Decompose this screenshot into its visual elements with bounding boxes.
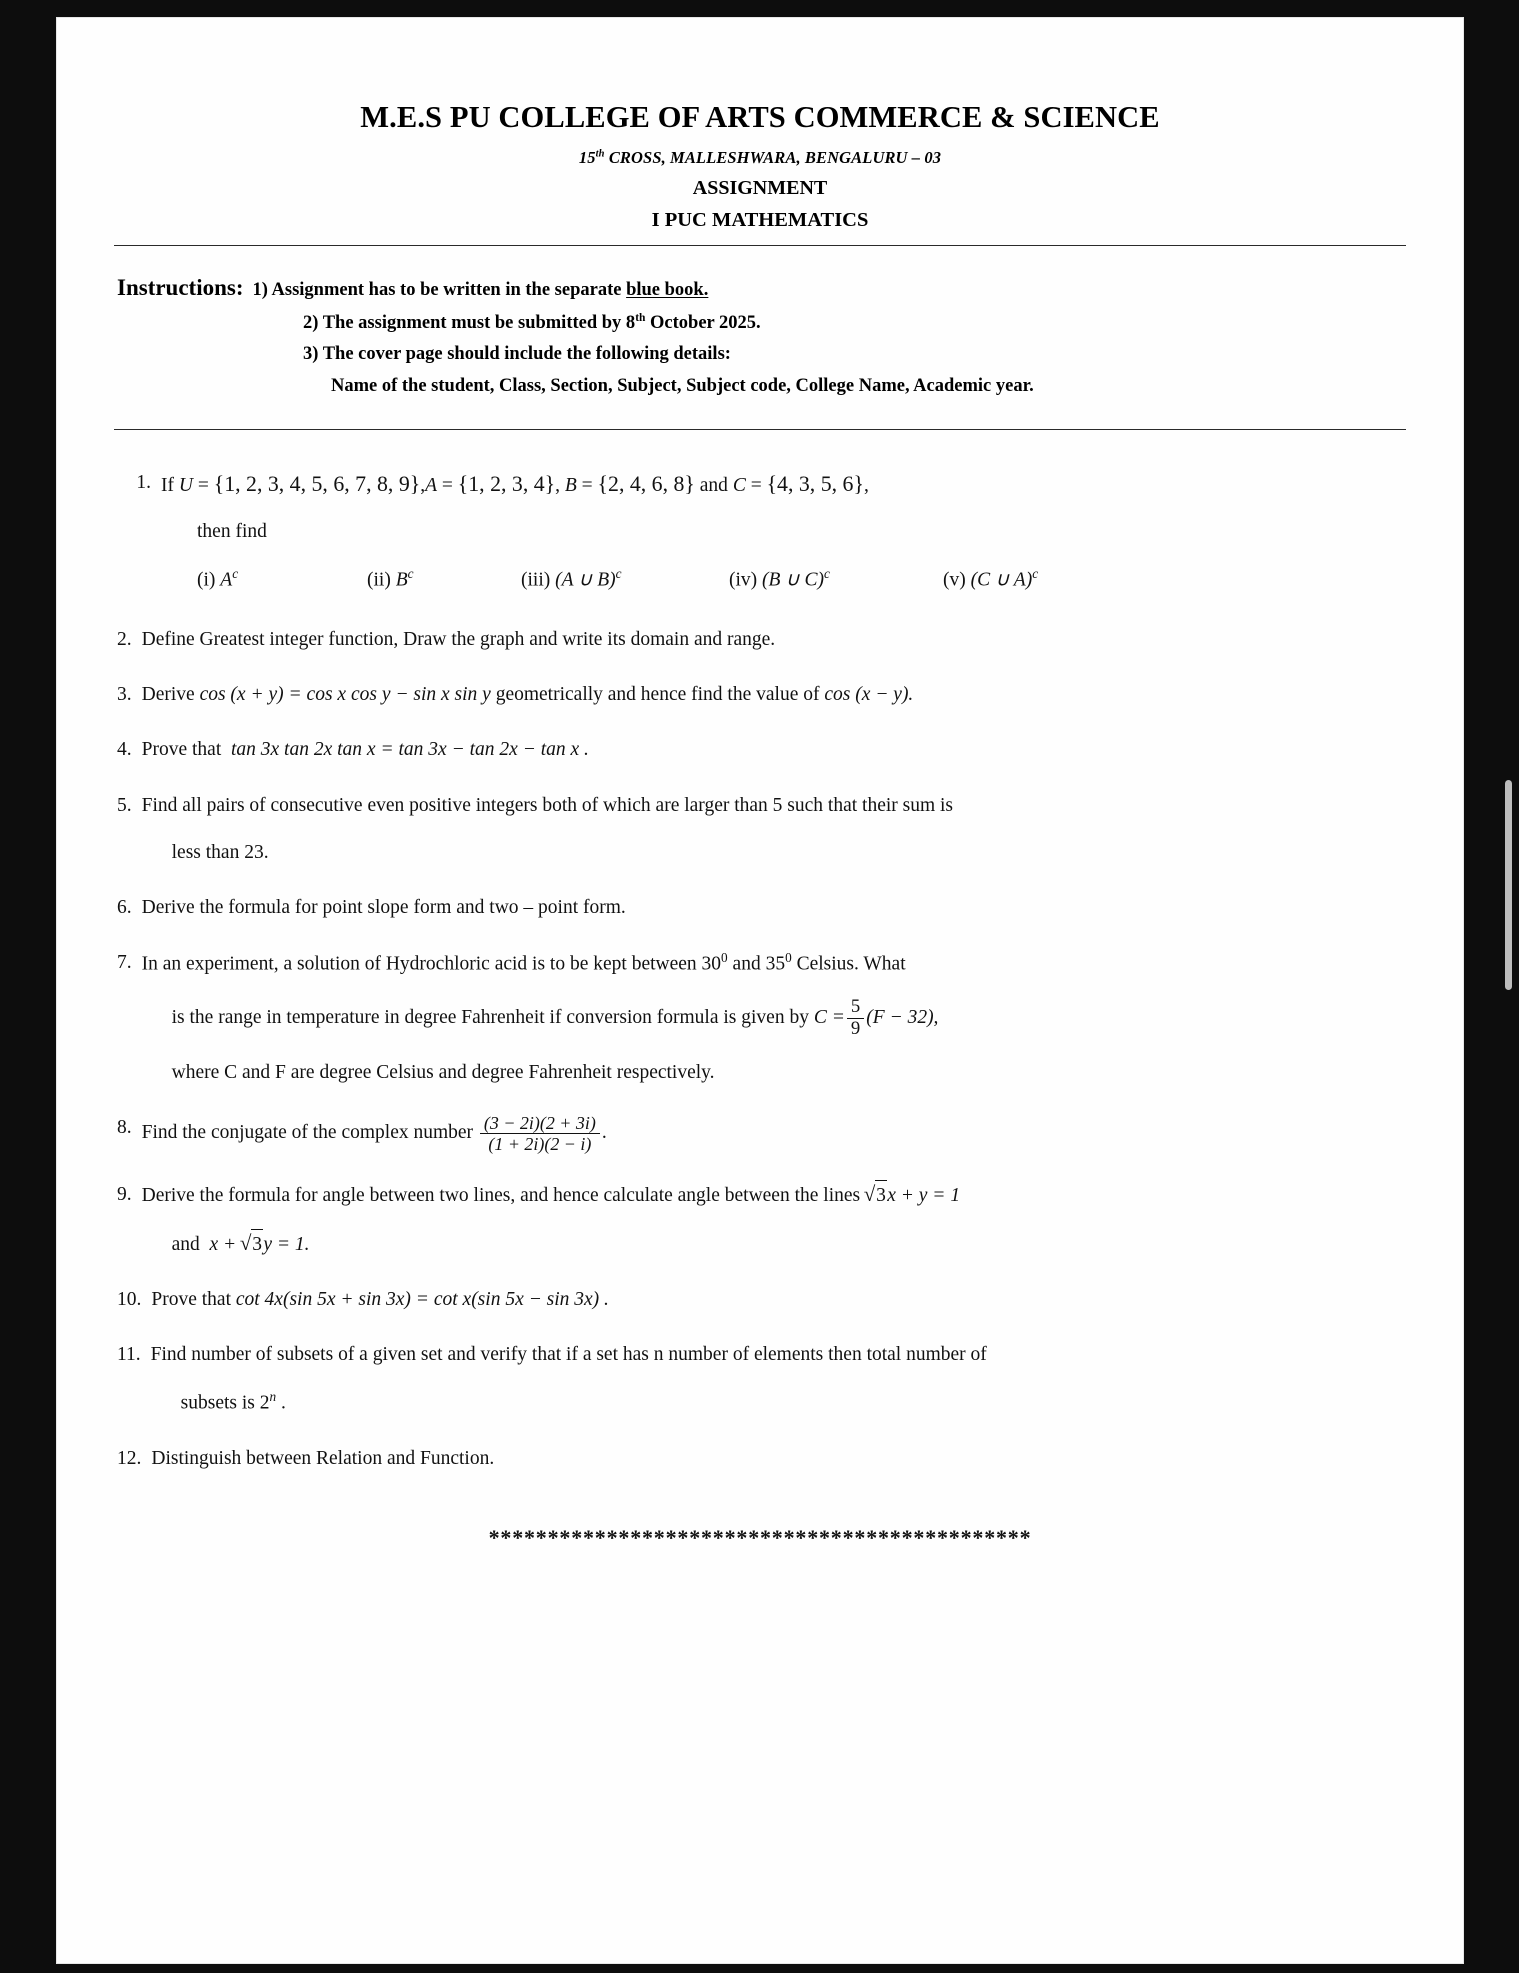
subject-line: I PUC MATHEMATICS [651, 209, 869, 231]
question-1-var-c: C [732, 475, 746, 497]
question-11-base: 2 [259, 1392, 270, 1414]
question-12-number: 12. [117, 1448, 142, 1470]
option-iv-exp: c [823, 566, 830, 582]
question-11-line-2-prefix: subsets is [180, 1392, 255, 1414]
question-7-temp-2: 35 [765, 953, 786, 975]
question-8-number: 8. [117, 1117, 132, 1139]
question-5-body [142, 791, 1403, 868]
question-11-number: 11. [117, 1344, 141, 1366]
question-5-line-2: less than 23. [171, 841, 269, 863]
question-9 [117, 1180, 1403, 1259]
question-9-equation-2-prefix: x + [209, 1233, 237, 1255]
question-6-number: 6. [117, 897, 132, 919]
question-8-fraction [480, 1113, 600, 1154]
question-3-number: 3. [117, 684, 132, 706]
question-7-line-2-text: is the range in temperature in degree Fahrenheit if conversion formula is given by [171, 1007, 809, 1029]
question-10-body [151, 1285, 1403, 1314]
question-10-equation: cot 4x(sin 5x + sin 3x) = cot x(sin 5x − sin 3x) . [235, 1288, 609, 1310]
question-11-body [151, 1340, 1403, 1418]
question-6 [117, 893, 1403, 922]
question-7-temp-1-degree: 0 [721, 950, 728, 966]
instruction-2-suffix: October 2025. [645, 312, 761, 333]
question-2-number: 2. [117, 628, 132, 650]
document-page [57, 18, 1463, 1963]
option-i-label: (i) [197, 569, 216, 591]
question-1-option-v [943, 564, 1038, 595]
question-7-line-1a: In an experiment, a solution of Hydrochloric acid is to be kept between [141, 953, 697, 975]
question-9-and: and [171, 1233, 200, 1255]
question-10-number: 10. [117, 1288, 142, 1310]
instruction-2-text [303, 313, 761, 333]
address-rest: CROSS, MALLESHWARA, BENGALURU – 03 [604, 148, 942, 167]
question-7-fraction [847, 997, 864, 1040]
question-7-formula-lhs: C = [813, 1007, 845, 1029]
question-1-set-a: {1, 2, 3, 4} [457, 472, 556, 497]
question-7-line-1b: and [732, 953, 761, 975]
question-1-option-iii [521, 564, 729, 595]
question-9-number: 9. [117, 1184, 132, 1206]
question-7-number: 7. [117, 952, 132, 974]
question-5-number: 5. [117, 794, 132, 816]
question-12 [117, 1444, 1403, 1473]
option-ii-label: (ii) [367, 569, 391, 591]
question-4-number: 4. [117, 739, 132, 761]
option-iv-label: (iv) [729, 569, 758, 591]
question-1-set-b: {2, 4, 6, 8} [597, 472, 695, 497]
question-1 [117, 468, 1403, 599]
option-i-base: A [220, 569, 233, 591]
instruction-1-blue-book: blue book. [626, 280, 709, 300]
option-iii-exp: c [615, 566, 622, 582]
question-2 [117, 625, 1403, 654]
question-1-var-a: A [425, 475, 438, 497]
question-1-var-u: U [178, 475, 193, 497]
question-9-radical-1 [865, 1180, 887, 1210]
question-7-line-3: where C and F are degree Celsius and degree Fahrenheit respectively. [171, 1062, 715, 1084]
question-9-line-1: Derive the formula for angle between two lines, and hence calculate angle between the lines [141, 1185, 861, 1207]
question-4-equation: tan 3x tan 2x tan x = tan 3x − tan 2x − tan x . [230, 739, 589, 761]
question-11-period: . [281, 1392, 286, 1414]
option-iv-base: (B ∪ C) [762, 569, 824, 591]
instruction-item-3 [117, 345, 1403, 364]
question-2-text: Define Greatest integer function, Draw the graph and write its domain and range. [141, 628, 776, 650]
question-4-body [142, 735, 1403, 764]
question-1-number: 1. [136, 472, 151, 494]
question-8-fraction-denominator: (1 + 2i)(2 − i) [480, 1133, 600, 1154]
college-title: M.E.S PU COLLEGE OF ARTS COMMERCE & SCIENCE [360, 100, 1160, 134]
instruction-2-prefix: 2) The assignment must be submitted by 8 [303, 312, 636, 333]
assignment-label: ASSIGNMENT [692, 177, 828, 199]
question-7-body [142, 948, 1403, 1087]
option-iii-label: (iii) [521, 569, 551, 591]
question-7-formula-rhs: (F − 32), [866, 1007, 939, 1029]
instructions-block [57, 276, 1463, 395]
question-4 [117, 735, 1403, 764]
question-7-fraction-numerator: 5 [850, 996, 861, 1018]
question-9-radicand-1: 3 [875, 1180, 887, 1210]
instruction-item-1 [117, 276, 1403, 300]
address-ordinal-suffix: th [595, 148, 605, 160]
question-7 [117, 948, 1403, 1087]
question-8-body [142, 1113, 1403, 1154]
question-8-period: . [601, 1122, 607, 1144]
footer-star-separator: ********************************************** [488, 1525, 1032, 1551]
instructions-label: Instructions: [117, 275, 244, 300]
question-11 [117, 1340, 1403, 1418]
question-7-fraction-denominator: 9 [847, 1018, 864, 1040]
question-11-line-2 [181, 1387, 1403, 1418]
instruction-3-details-text: Name of the student, Class, Section, Subject, Subject code, College Name, Academic year. [331, 375, 1034, 396]
question-10 [117, 1285, 1403, 1314]
question-5 [117, 791, 1403, 868]
option-iii-base: (A ∪ B) [555, 569, 616, 591]
question-7-temp-2-degree: 0 [785, 950, 792, 966]
question-1-body: If U = {1, 2, 3, 4, 5, 6, 7, 8, 9},A = {1, 2, 3, 4}, B = {2, 4, 6, 8} and C = {4, 3, 5, 6}, then find (i) $A^c$ (ii) $B^c$ (iii) (A ∪ B)$^c$ (iv) (B ∪ C)$^c$ (v) (C ∪ A)$^c$ [161, 468, 1403, 599]
question-1-then-find: then find [197, 520, 267, 542]
option-ii-exp: c [407, 566, 414, 582]
question-1-var-b: B [564, 475, 577, 497]
question-7-line-2 [172, 997, 1403, 1040]
question-3-prefix: Derive [141, 684, 195, 706]
question-3-equation: cos (x + y) = cos x cos y − sin x sin y [199, 684, 491, 706]
question-4-prefix: Prove that [141, 739, 222, 761]
question-9-line-2 [172, 1229, 1403, 1259]
question-9-equation-2-rest: y = 1. [263, 1233, 310, 1255]
questions-list [57, 430, 1463, 1473]
question-1-option-i [197, 564, 367, 595]
question-11-line-1: Find number of subsets of a given set and verify that if a set has n number of elements then total number of [150, 1344, 987, 1366]
option-i-exp: c [232, 566, 239, 582]
question-12-text: Distinguish between Relation and Function. [151, 1448, 495, 1470]
instruction-item-3-details [117, 377, 1403, 396]
option-ii-base: B [395, 569, 408, 591]
question-3 [117, 680, 1403, 709]
question-1-and: and [699, 475, 728, 497]
header-divider-top [114, 245, 1406, 246]
question-1-lead: If [161, 475, 174, 497]
instruction-1-text [253, 281, 709, 300]
college-address [57, 148, 1463, 168]
address-prefix: 15 [578, 148, 596, 167]
instruction-item-2 [117, 313, 1403, 333]
question-8 [117, 1113, 1403, 1154]
instruction-1-prefix: 1) Assignment has to be written in the separate [252, 280, 627, 300]
question-7-temp-1: 30 [701, 953, 722, 975]
page-scrollbar[interactable] [1506, 0, 1516, 1973]
question-1-option-ii [367, 564, 521, 595]
option-v-exp: c [1032, 566, 1039, 582]
question-9-equation-1: x + y = 1 [887, 1185, 961, 1207]
question-3-equation-2: cos (x − y). [824, 684, 914, 706]
question-1-option-iv [729, 564, 943, 595]
question-5-line-1: Find all pairs of consecutive even positive integers both of which are larger than 5 such that their sum is [141, 794, 954, 816]
question-11-exponent: n [269, 1389, 277, 1405]
question-3-middle: geometrically and hence find the value of [495, 684, 820, 706]
question-1-set-c: {4, 3, 5, 6} [766, 472, 864, 497]
question-8-text: Find the conjugate of the complex number [141, 1122, 474, 1144]
question-9-body [142, 1180, 1403, 1259]
question-6-text: Derive the formula for point slope form and two – point form. [141, 897, 626, 919]
question-1-options [197, 564, 1403, 595]
question-1-set-u: {1, 2, 3, 4, 5, 6, 7, 8, 9} [213, 472, 421, 497]
option-v-label: (v) [943, 569, 966, 591]
page-scrollbar-thumb[interactable] [1505, 780, 1512, 990]
instruction-2-ordinal-suffix: th [635, 311, 646, 324]
question-9-radicand-2: 3 [251, 1229, 263, 1259]
question-7-line-1c: Celsius. What [796, 953, 906, 975]
question-8-fraction-numerator: (3 − 2i)(2 + 3i) [483, 1113, 596, 1134]
instruction-3-text: 3) The cover page should include the following details: [303, 344, 731, 365]
question-9-radical-2 [241, 1229, 263, 1259]
option-v-base: (C ∪ A) [970, 569, 1033, 591]
question-10-prefix: Prove that [151, 1288, 231, 1310]
question-3-body [142, 680, 1403, 709]
